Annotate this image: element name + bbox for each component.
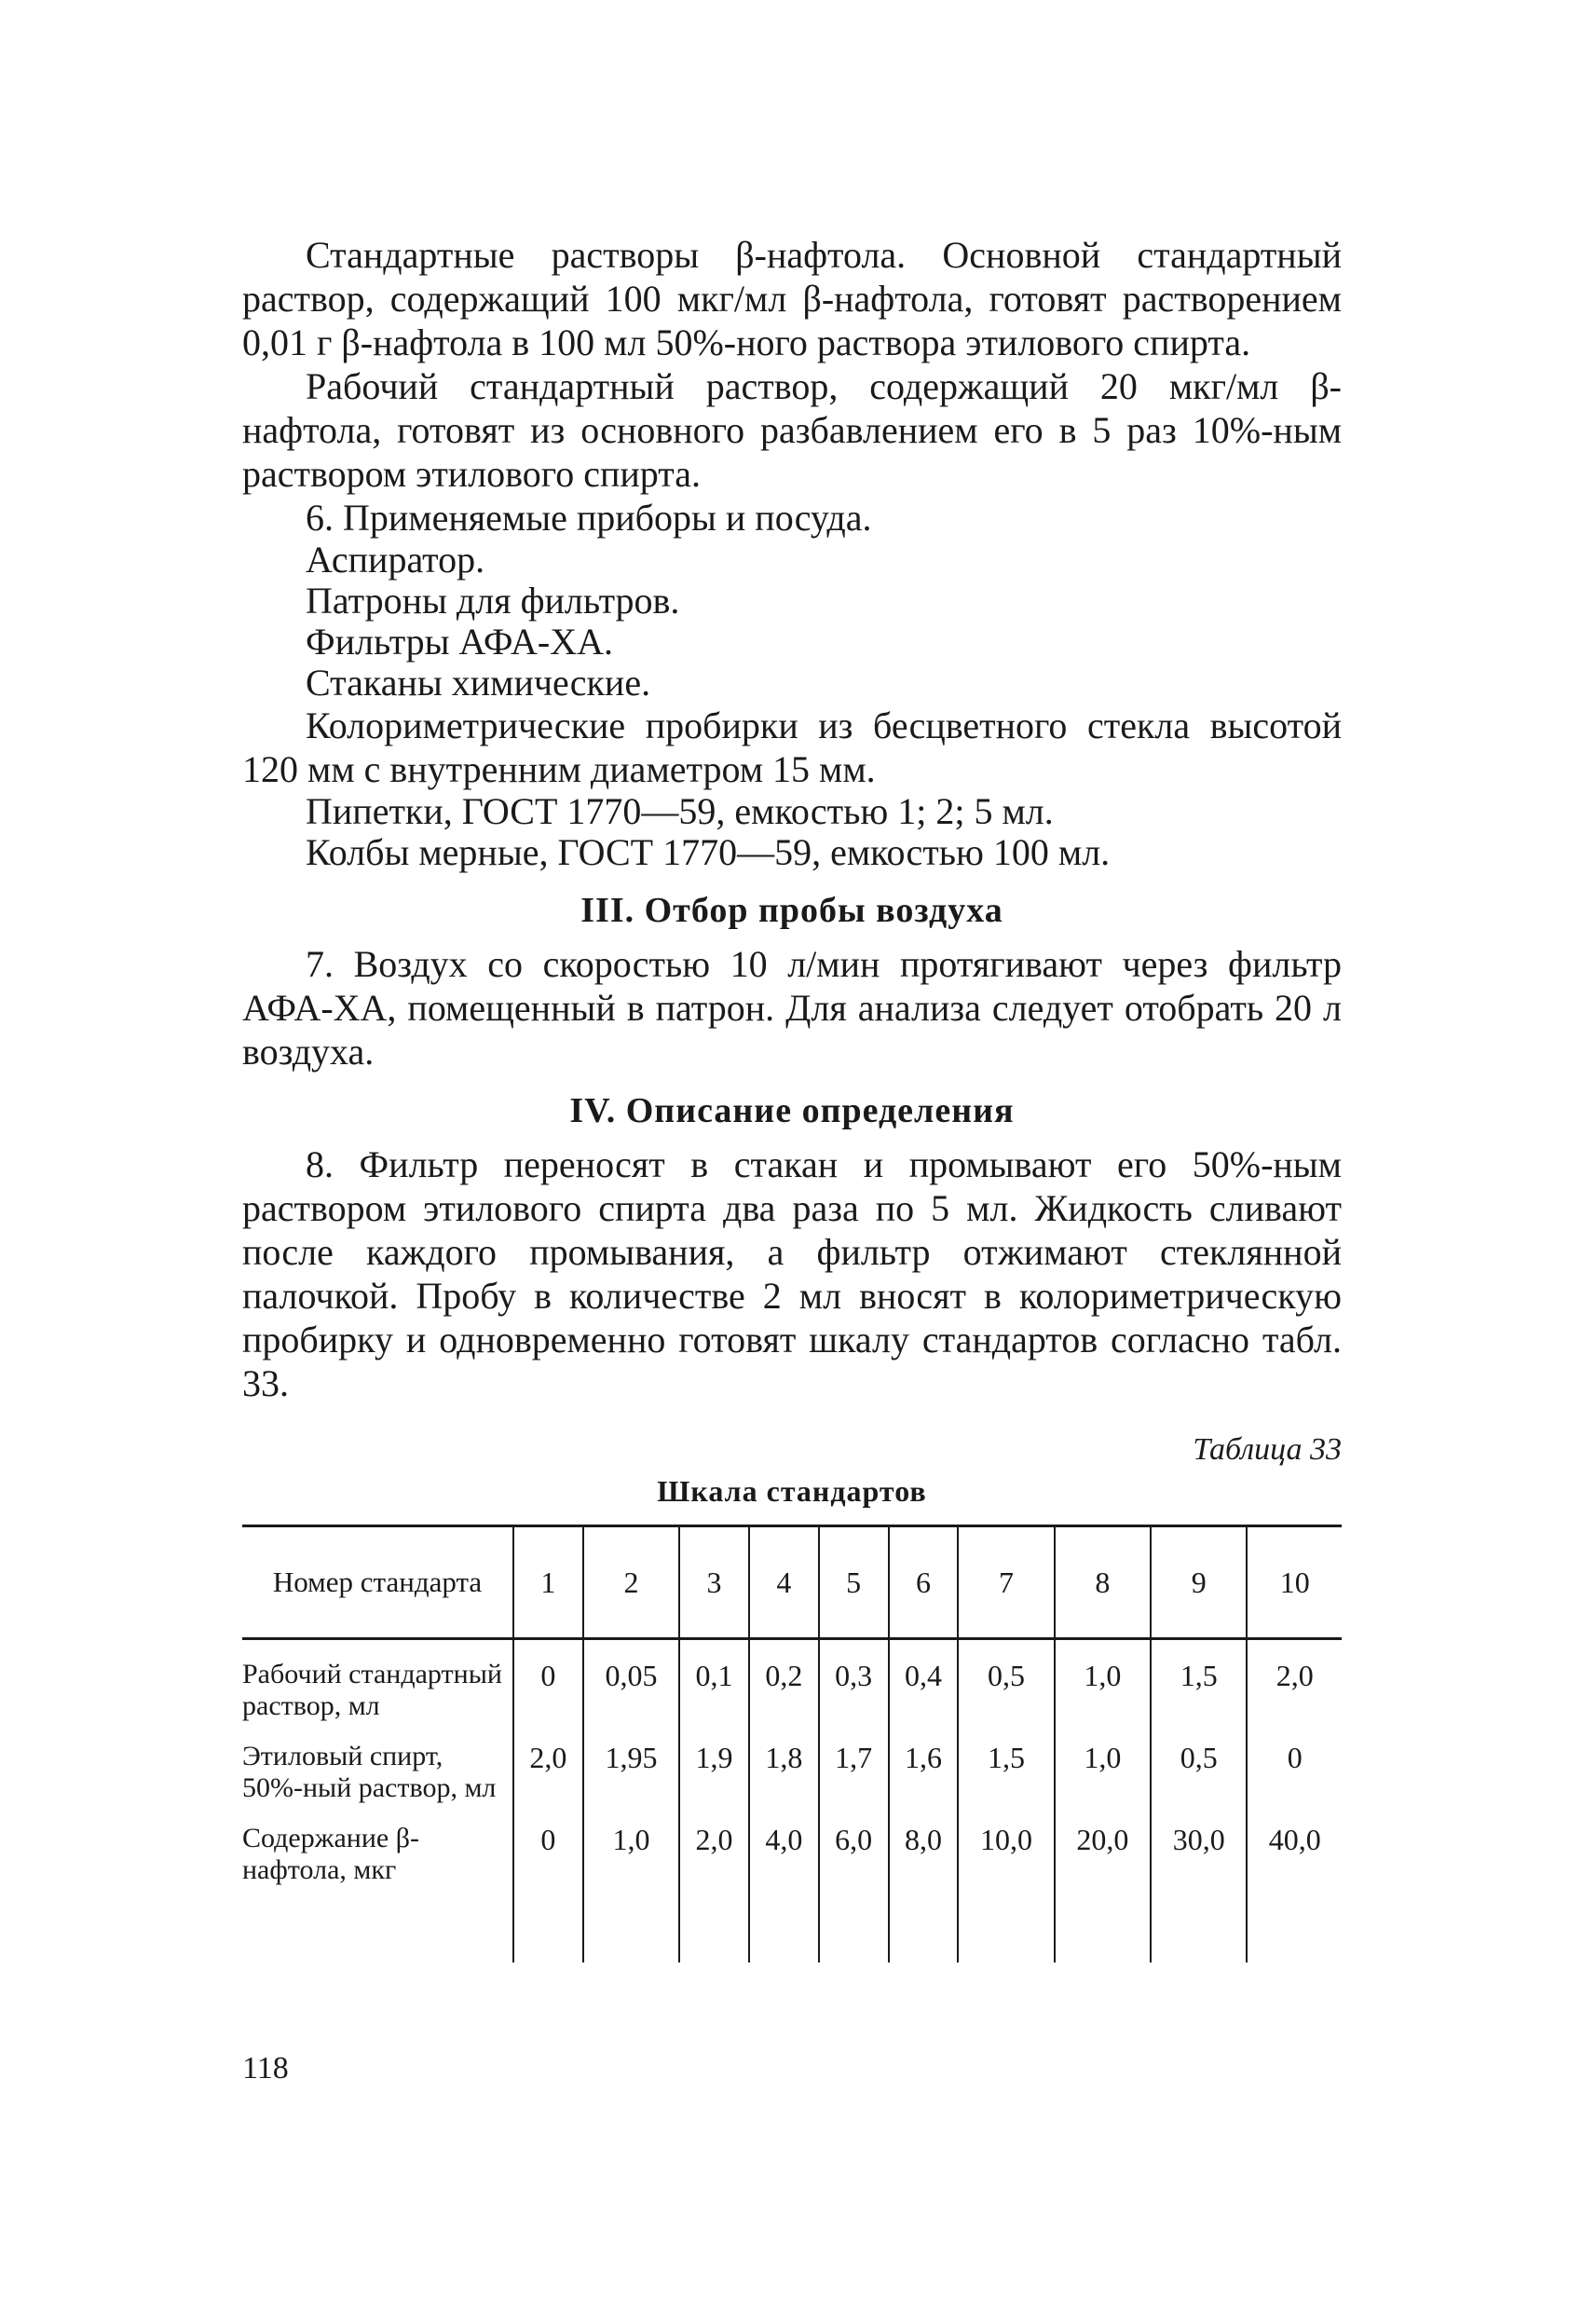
table-cell: 0,5: [958, 1639, 1054, 1723]
table-row: [242, 1639, 1342, 1723]
standards-table: [242, 1525, 1342, 1962]
equipment-item: Аспиратор.: [306, 539, 485, 581]
table-column-header: 9: [1151, 1526, 1247, 1639]
table-column-header: 8: [1055, 1526, 1151, 1639]
equipment-heading: 6. Применяемые приборы и посуда.: [306, 497, 872, 539]
table-cell: 4,0: [749, 1804, 819, 1962]
table-header-row: [242, 1526, 1342, 1639]
table-title: Шкала стандартов: [657, 1474, 927, 1508]
table-cell: 0,5: [1151, 1722, 1247, 1804]
table-cell: 0: [513, 1804, 583, 1962]
table-column-header: 10: [1247, 1526, 1342, 1639]
table-cell: 2,0: [513, 1722, 583, 1804]
paragraph-working-solution: Рабочий стандартный раствор, содержащий 20 мкг/мл β-нафтола, готовят из основного разбавлением его в 5 раз 10%-ным раствором этилового спирта.: [242, 365, 1342, 495]
table-cell: 2,0: [1247, 1639, 1342, 1723]
table-header-label: Номер стандарта: [242, 1526, 513, 1639]
table-cell: 10,0: [958, 1804, 1054, 1962]
table-cell: 40,0: [1247, 1804, 1342, 1962]
table-row-label: Этиловый спирт, 50%-ный раствор, мл: [242, 1741, 497, 1803]
table-row-label: Содержание β-нафтола, мкг: [242, 1823, 419, 1885]
table-column-header: 3: [679, 1526, 749, 1639]
table-column-header: 2: [583, 1526, 679, 1639]
table-column-header: 6: [889, 1526, 959, 1639]
table-cell: 2,0: [679, 1804, 749, 1962]
equipment-item: Колориметрические пробирки из бесцветного стекла высотой 120 мм с внутренним диаметром 15 мм.: [242, 704, 1342, 790]
table-cell: 0,4: [889, 1639, 959, 1723]
section-heading-air-sampling: III. Отбор пробы воздуха: [580, 891, 1003, 930]
table-column-header: 7: [958, 1526, 1054, 1639]
table-caption: Таблица 33: [1193, 1432, 1342, 1467]
table-cell: 0: [1247, 1722, 1342, 1804]
table-cell: 1,5: [1151, 1639, 1247, 1723]
table-cell: 0,3: [819, 1639, 889, 1723]
table-column-header: 1: [513, 1526, 583, 1639]
equipment-item: Патроны для фильтров.: [306, 580, 680, 622]
table-row: [242, 1722, 1342, 1804]
table-cell: 0,05: [583, 1639, 679, 1723]
table-cell: 0: [513, 1639, 583, 1723]
page-content: [242, 233, 1342, 1962]
paragraph-determination: 8. Фильтр переносят в стакан и промывают его 50%-ным раствором этилового спирта два раза по 5 мл. Жидкость сливают после каждого промывания, а фильтр отжимают стеклянной палочкой. Пробу в количестве 2 мл вносят в колориметрическую пробирку и одновременно готовят шкалу стандартов согласно табл. 33.: [242, 1143, 1342, 1404]
table-cell: 20,0: [1055, 1804, 1151, 1962]
paragraph-air-sampling: 7. Воздух со скоростью 10 л/мин протягивают через фильтр АФА-ХА, помещенный в патрон. Для анализа следует отобрать 20 л воздуха.: [242, 943, 1342, 1073]
table-cell: 6,0: [819, 1804, 889, 1962]
section-heading-determination: IV. Описание определения: [569, 1091, 1015, 1130]
table-cell: 0,1: [679, 1639, 749, 1723]
page-number: 118: [242, 2051, 289, 2085]
table-cell: 1,8: [749, 1722, 819, 1804]
equipment-item: Фильтры АФА-ХА.: [306, 621, 613, 663]
table-column-header: 5: [819, 1526, 889, 1639]
equipment-list: [242, 540, 1342, 873]
table-cell: 1,95: [583, 1722, 679, 1804]
table-cell: 1,0: [583, 1804, 679, 1962]
table-cell: 1,0: [1055, 1639, 1151, 1723]
table-cell: 1,7: [819, 1722, 889, 1804]
equipment-item: Стаканы химические.: [306, 662, 651, 704]
table-column-header: 4: [749, 1526, 819, 1639]
table-cell: 1,0: [1055, 1722, 1151, 1804]
table-cell: 1,6: [889, 1722, 959, 1804]
table-row-label: Рабочий стандартный раствор, мл: [242, 1659, 502, 1721]
table-cell: 0,2: [749, 1639, 819, 1723]
table-cell: 1,9: [679, 1722, 749, 1804]
table-cell: 8,0: [889, 1804, 959, 1962]
table-row: [242, 1804, 1342, 1962]
table-cell: 1,5: [958, 1722, 1054, 1804]
equipment-item: Колбы мерные, ГОСТ 1770—59, емкостью 100 мл.: [306, 831, 1111, 873]
table-cell: 30,0: [1151, 1804, 1247, 1962]
paragraph-standard-solutions: Стандартные растворы β-нафтола. Основной стандартный раствор, содержащий 100 мкг/мл β-нафтола, готовят растворением 0,01 г β-нафтола в 100 мл 50%-ного раствора этилового спирта.: [242, 234, 1342, 363]
equipment-item: Пипетки, ГОСТ 1770—59, емкостью 1; 2; 5 мл.: [306, 790, 1054, 832]
